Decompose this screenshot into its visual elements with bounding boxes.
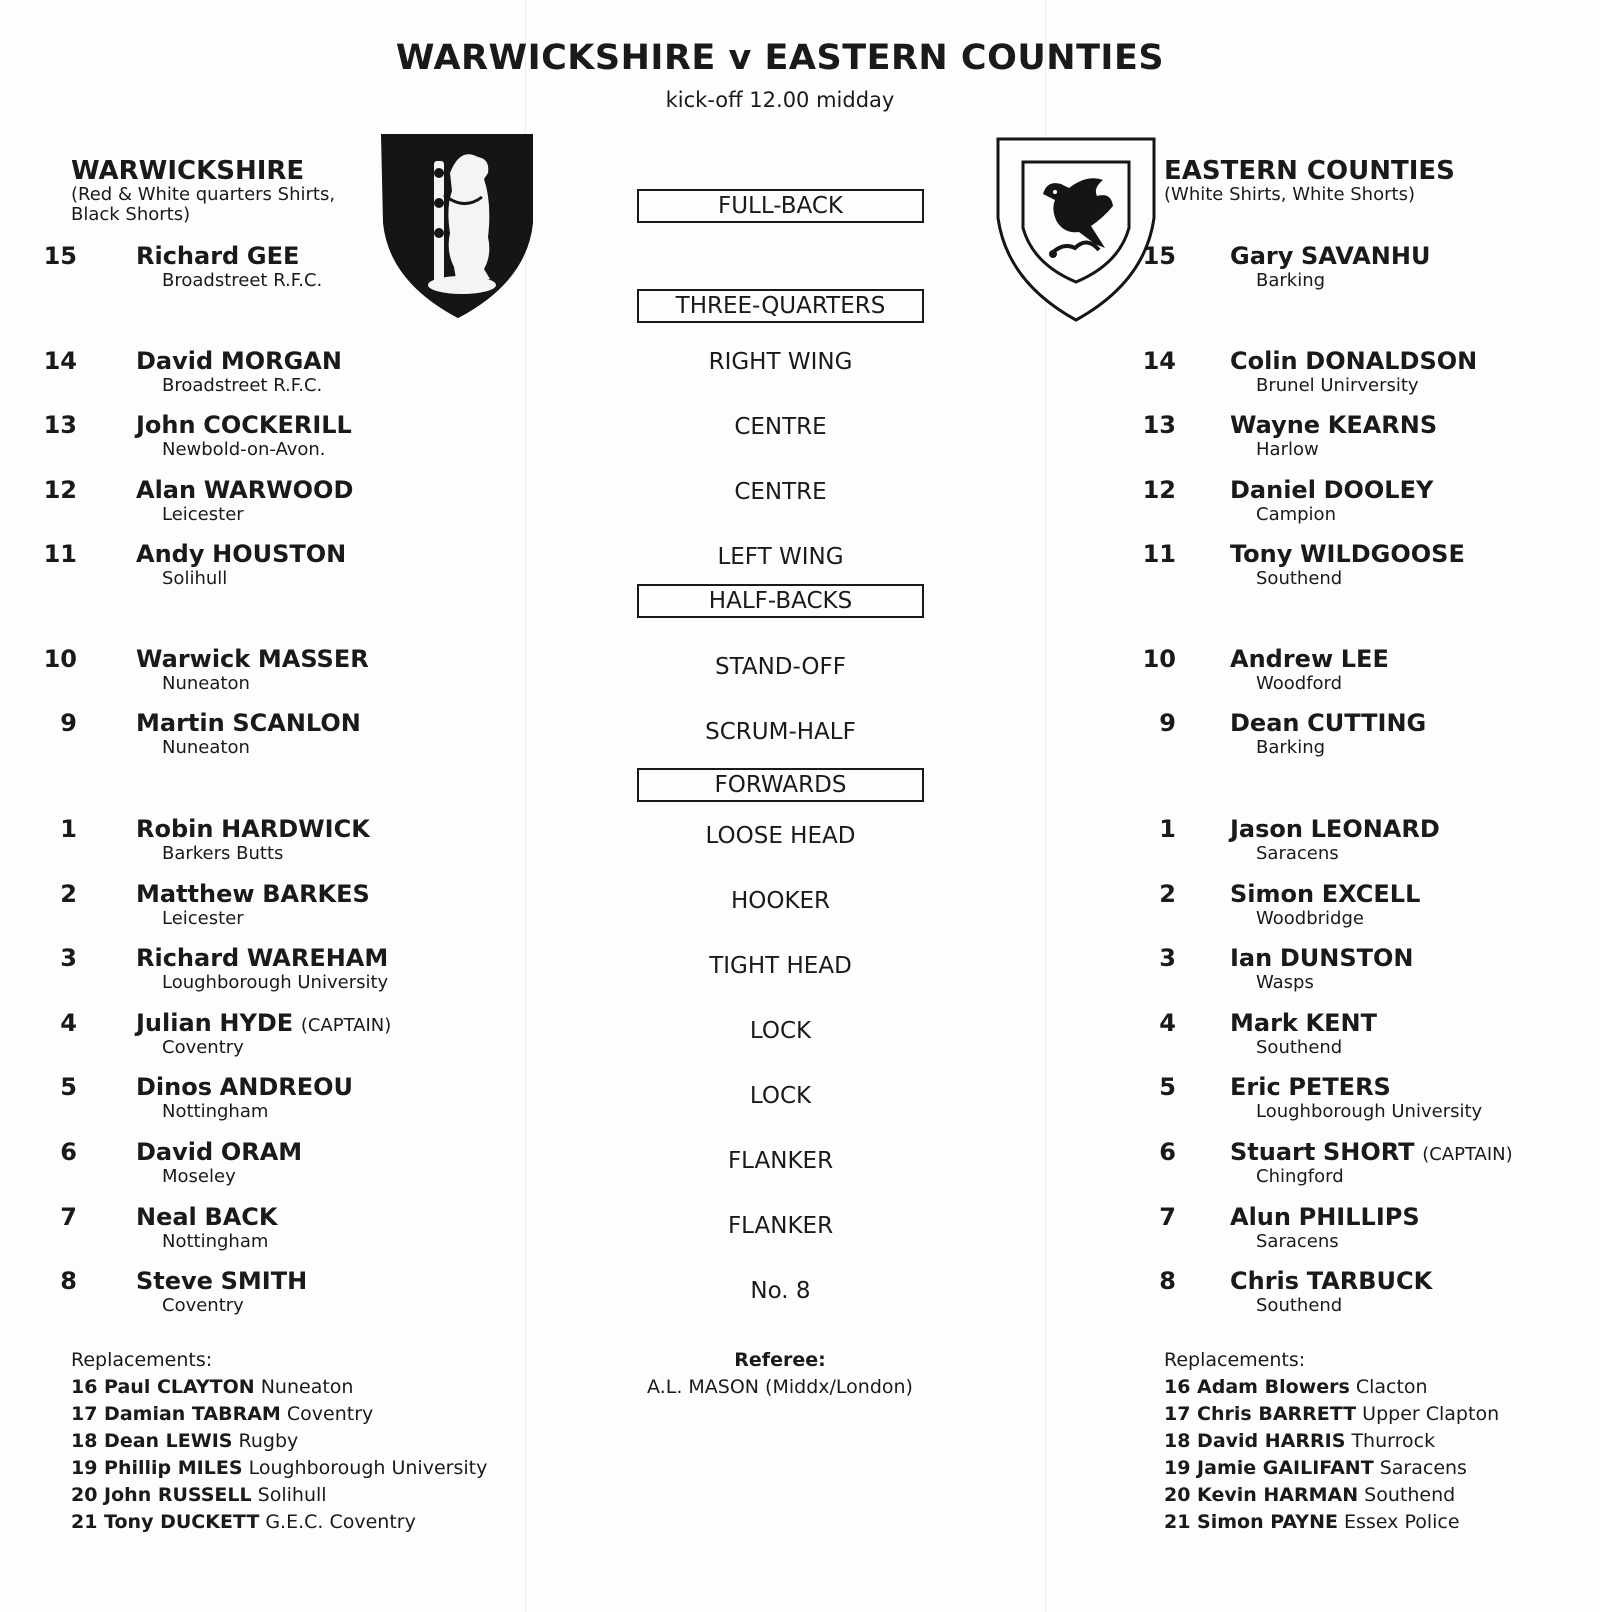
player-row (0, 411, 1600, 467)
player-surname: WARWOOD (203, 476, 354, 504)
player-first-name: David (136, 1138, 214, 1166)
replacement-player: 20 John RUSSELL (71, 1484, 252, 1506)
replacement-club: Southend (1364, 1484, 1456, 1506)
player-club: Brunel Unirversity (1256, 375, 1419, 396)
player-first-name: Stuart (1230, 1138, 1316, 1166)
position-label: FLANKER (727, 1148, 834, 1174)
section-full-back: FULL-BACK (637, 189, 924, 223)
referee-label: Referee: (734, 1349, 826, 1371)
player-club: Southend (1256, 568, 1343, 589)
player-number: 8 (60, 1267, 77, 1295)
replacement-player: 21 Tony DUCKETT (71, 1511, 260, 1533)
player-number: 3 (1159, 944, 1176, 972)
player-first-name: Ian (1230, 944, 1273, 972)
player-number: 9 (1159, 709, 1176, 737)
player-number: 15 (43, 242, 77, 270)
section-three-quarters: THREE-QUARTERS (637, 289, 924, 323)
player-name (1230, 242, 1430, 270)
position-label: FLANKER (727, 1213, 834, 1239)
player-number: 2 (1159, 880, 1176, 908)
position-label: No. 8 (750, 1278, 811, 1304)
player-number: 12 (43, 476, 77, 504)
player-first-name: Martin (136, 709, 225, 737)
replacement-club: Rugby (238, 1430, 299, 1452)
replacements-label: Replacements: (71, 1349, 213, 1371)
player-row (0, 1203, 1600, 1259)
player-first-name: Colin (1230, 347, 1298, 375)
replacements-label: Replacements: (1164, 1349, 1306, 1371)
player-row (0, 709, 1600, 765)
player-club: Nottingham (162, 1101, 269, 1122)
player-first-name: Neal (136, 1203, 197, 1231)
replacement-player: 21 Simon PAYNE (1164, 1511, 1338, 1533)
replacement-row (71, 1374, 487, 1401)
player-surname: GEE (246, 242, 300, 270)
player-first-name: John (136, 411, 196, 439)
player-row (0, 347, 1600, 403)
player-number: 3 (60, 944, 77, 972)
replacement-club: Thurrock (1351, 1430, 1436, 1452)
player-surname: COCKERILL (203, 411, 352, 439)
player-number: 5 (60, 1073, 77, 1101)
player-surname: PETERS (1288, 1073, 1391, 1101)
player-name (1230, 1138, 1513, 1169)
player-surname: HYDE (219, 1009, 294, 1037)
player-first-name: Andy (136, 540, 205, 568)
player-club: Campion (1256, 504, 1336, 525)
player-club: Saracens (1256, 843, 1339, 864)
player-first-name: Dean (1230, 709, 1300, 737)
player-number: 6 (60, 1138, 77, 1166)
replacement-player: 20 Kevin HARMAN (1164, 1484, 1359, 1506)
player-first-name: Eric (1230, 1073, 1281, 1101)
player-first-name: Wayne (1230, 411, 1321, 439)
replacement-club: Coventry (286, 1403, 374, 1425)
replacement-club: Clacton (1355, 1376, 1428, 1398)
replacement-club: Saracens (1379, 1457, 1467, 1479)
replacement-player: 18 David HARRIS (1164, 1430, 1346, 1452)
player-club: Leicester (162, 504, 244, 525)
player-number: 13 (43, 411, 77, 439)
player-club: Coventry (162, 1295, 244, 1316)
player-number: 4 (1159, 1009, 1176, 1037)
player-row (0, 1009, 1600, 1065)
player-number: 13 (1142, 411, 1176, 439)
home-team-header (71, 157, 335, 225)
player-club: Southend (1256, 1037, 1343, 1058)
player-surname: CUTTING (1307, 709, 1427, 737)
player-club: Saracens (1256, 1231, 1339, 1252)
away-team-header (1164, 157, 1455, 205)
player-name (1230, 815, 1440, 843)
player-club: Wasps (1256, 972, 1314, 993)
player-number: 2 (60, 880, 77, 908)
player-first-name: Matthew (136, 880, 255, 908)
player-surname: KEARNS (1327, 411, 1438, 439)
player-surname: HARDWICK (221, 815, 370, 843)
player-club: Moseley (162, 1166, 236, 1187)
replacement-player: 19 Phillip MILES (71, 1457, 243, 1479)
player-club: Barking (1256, 270, 1326, 291)
player-number: 4 (60, 1009, 77, 1037)
player-name (1230, 880, 1420, 908)
player-surname: TARBUCK (1306, 1267, 1433, 1295)
player-row (0, 1073, 1600, 1129)
position-label: LOCK (749, 1083, 812, 1109)
player-row (0, 242, 1600, 298)
player-number: 1 (1159, 815, 1176, 843)
position-label: CENTRE (734, 414, 827, 440)
player-first-name: Jason (1230, 815, 1303, 843)
player-row (0, 1138, 1600, 1194)
player-row (0, 645, 1600, 701)
player-surname: DOOLEY (1323, 476, 1434, 504)
replacement-player: 18 Dean LEWIS (71, 1430, 233, 1452)
player-club: Barkers Butts (162, 843, 284, 864)
position-label: LOOSE HEAD (705, 823, 856, 849)
player-first-name: Daniel (1230, 476, 1316, 504)
player-first-name: Julian (136, 1009, 212, 1037)
player-row (0, 880, 1600, 936)
player-surname: WILDGOOSE (1300, 540, 1465, 568)
replacement-row (71, 1482, 487, 1509)
player-club: Southend (1256, 1295, 1343, 1316)
replacement-club: Nuneaton (260, 1376, 354, 1398)
player-number: 6 (1159, 1138, 1176, 1166)
player-number: 12 (1142, 476, 1176, 504)
player-surname: WAREHAM (246, 944, 389, 972)
replacement-row (71, 1455, 487, 1482)
player-surname: ORAM (220, 1138, 303, 1166)
kickoff-time: kick-off 12.00 midday (665, 88, 895, 112)
player-first-name: Dinos (136, 1073, 213, 1101)
position-label: RIGHT WING (708, 349, 853, 375)
player-first-name: Chris (1230, 1267, 1300, 1295)
player-surname: PHILLIPS (1298, 1203, 1420, 1231)
player-club: Broadstreet R.F.C. (162, 270, 323, 291)
player-name (1230, 411, 1437, 439)
position-label: HOOKER (730, 888, 831, 914)
away-team-name: EASTERN COUNTIES (1164, 156, 1455, 186)
player-club: Loughborough University (1256, 1101, 1483, 1122)
home-team-name: WARWICKSHIRE (71, 156, 305, 186)
player-name (1230, 1267, 1432, 1295)
away-team-kit: (White Shirts, White Shorts) (1164, 184, 1415, 205)
player-surname: BARKES (262, 880, 370, 908)
player-number: 5 (1159, 1073, 1176, 1101)
player-number: 11 (1142, 540, 1176, 568)
player-club: Barking (1256, 737, 1326, 758)
replacement-player: 19 Jamie GAILIFANT (1164, 1457, 1374, 1479)
position-label: LEFT WING (717, 544, 844, 570)
player-first-name: Alun (1230, 1203, 1291, 1231)
player-number: 14 (1142, 347, 1176, 375)
position-label: LOCK (749, 1018, 812, 1044)
player-surname: ANDREOU (219, 1073, 354, 1101)
player-name (1230, 1073, 1391, 1101)
player-number: 11 (43, 540, 77, 568)
player-surname: MASSER (257, 645, 369, 673)
replacement-player: 17 Chris BARRETT (1164, 1403, 1357, 1425)
player-first-name: Alan (136, 476, 197, 504)
player-first-name: Robin (136, 815, 214, 843)
player-number: 1 (60, 815, 77, 843)
player-club: Nottingham (162, 1231, 269, 1252)
player-surname: DONALDSON (1305, 347, 1478, 375)
player-club: Harlow (1256, 439, 1319, 460)
player-club: Nuneaton (162, 673, 250, 694)
position-label: SCRUM-HALF (705, 719, 856, 745)
player-first-name: Mark (1230, 1009, 1298, 1037)
player-club: Loughborough University (162, 972, 389, 993)
replacement-row (71, 1428, 487, 1455)
referee-name: A.L. MASON (Middx/London) (647, 1376, 913, 1398)
player-first-name: Gary (1230, 242, 1294, 270)
player-surname: SHORT (1323, 1138, 1415, 1166)
player-club: Woodford (1256, 673, 1343, 694)
player-first-name: Tony (1230, 540, 1293, 568)
replacement-club: Loughborough University (248, 1457, 488, 1479)
away-replacements (1164, 1347, 1499, 1536)
section-forwards: FORWARDS (637, 768, 924, 802)
player-name (1230, 709, 1426, 737)
player-number: 14 (43, 347, 77, 375)
player-name (1230, 1203, 1420, 1231)
player-row (0, 815, 1600, 871)
position-label: STAND-OFF (714, 654, 846, 680)
replacement-club: G.E.C. Coventry (265, 1511, 416, 1533)
player-row (0, 1267, 1600, 1323)
position-label: CENTRE (734, 479, 827, 505)
replacement-row (1164, 1455, 1499, 1482)
player-row (0, 476, 1600, 532)
referee-block (600, 1347, 960, 1401)
home-replacements (71, 1347, 487, 1536)
player-number: 8 (1159, 1267, 1176, 1295)
home-team-kit: Black Shorts) (71, 204, 191, 225)
replacement-club: Essex Police (1344, 1511, 1460, 1533)
replacement-player: 16 Paul CLAYTON (71, 1376, 255, 1398)
player-number: 7 (60, 1203, 77, 1231)
player-first-name: Richard (136, 944, 240, 972)
player-surname: EXCELL (1321, 880, 1421, 908)
captain-marker: (CAPTAIN) (1422, 1144, 1513, 1165)
player-name (1230, 347, 1477, 375)
replacement-row (1164, 1509, 1499, 1536)
player-surname: MORGAN (220, 347, 342, 375)
player-number: 15 (1142, 242, 1176, 270)
player-club: Nuneaton (162, 737, 250, 758)
player-surname: SCANLON (232, 709, 361, 737)
page-title: WARWICKSHIRE v EASTERN COUNTIES (395, 38, 1165, 78)
player-name (1230, 645, 1389, 673)
player-club: Coventry (162, 1037, 244, 1058)
player-club: Broadstreet R.F.C. (162, 375, 323, 396)
player-club: Solihull (162, 568, 228, 589)
replacement-club: Solihull (257, 1484, 327, 1506)
player-number: 10 (43, 645, 77, 673)
player-surname: BACK (204, 1203, 278, 1231)
replacement-row (1164, 1482, 1499, 1509)
replacement-row (1164, 1428, 1499, 1455)
player-first-name: Andrew (1230, 645, 1334, 673)
replacement-row (71, 1401, 487, 1428)
home-team-kit: (Red & White quarters Shirts, (71, 184, 336, 205)
position-label: TIGHT HEAD (709, 953, 852, 979)
player-first-name: Richard (136, 242, 240, 270)
player-number: 7 (1159, 1203, 1176, 1231)
player-name (1230, 540, 1465, 568)
replacement-row (1164, 1401, 1499, 1428)
section-half-backs: HALF-BACKS (637, 584, 924, 618)
player-name (1230, 1009, 1377, 1037)
player-row (0, 540, 1600, 596)
player-club: Newbold-on-Avon. (162, 439, 326, 460)
player-surname: SAVANHU (1301, 242, 1431, 270)
captain-marker: (CAPTAIN) (300, 1015, 392, 1036)
player-club: Leicester (162, 908, 244, 929)
player-name (1230, 944, 1414, 972)
player-first-name: Warwick (136, 645, 251, 673)
player-first-name: David (136, 347, 214, 375)
player-name (1230, 476, 1433, 504)
player-number: 9 (60, 709, 77, 737)
bird-crest-icon (995, 136, 1157, 328)
player-first-name: Steve (136, 1267, 213, 1295)
player-surname: DUNSTON (1279, 944, 1414, 972)
player-club: Woodbridge (1256, 908, 1364, 929)
replacement-player: 17 Damian TABRAM (71, 1403, 281, 1425)
player-surname: LEE (1340, 645, 1389, 673)
player-surname: SMITH (220, 1267, 308, 1295)
player-club: Chingford (1256, 1166, 1344, 1187)
player-surname: LEONARD (1310, 815, 1440, 843)
player-row (0, 944, 1600, 1000)
player-first-name: Simon (1230, 880, 1315, 908)
replacement-row (71, 1509, 487, 1536)
player-surname: KENT (1305, 1009, 1377, 1037)
replacement-player: 16 Adam Blowers (1164, 1376, 1350, 1398)
player-surname: HOUSTON (212, 540, 347, 568)
player-number: 10 (1142, 645, 1176, 673)
replacement-club: Upper Clapton (1362, 1403, 1500, 1425)
replacement-row (1164, 1374, 1499, 1401)
